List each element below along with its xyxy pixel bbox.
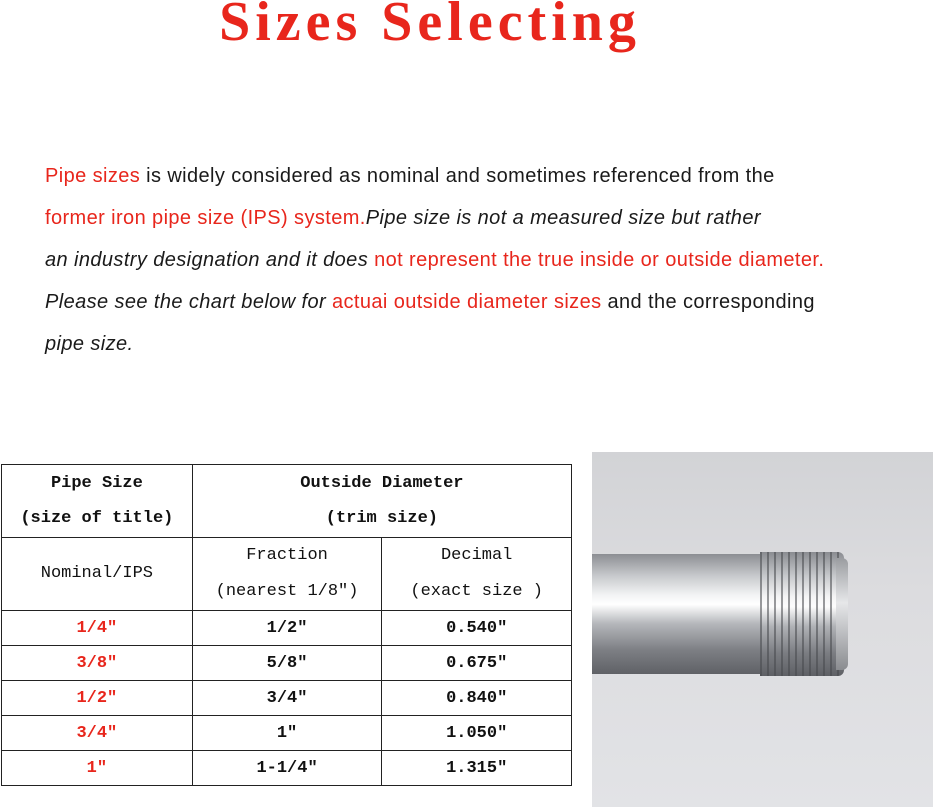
cell-fraction: 3/4″ bbox=[192, 681, 382, 716]
header-pipe-size-sub: (size of title) bbox=[20, 509, 174, 528]
cell-decimal: 0.675″ bbox=[382, 646, 572, 681]
table-row bbox=[2, 751, 572, 786]
cell-fraction: 1-1/4″ bbox=[192, 751, 382, 786]
table-body bbox=[2, 611, 572, 786]
cell-nominal: 1/4″ bbox=[2, 611, 193, 646]
cell-fraction: 1/2″ bbox=[192, 611, 382, 646]
paragraph-segment: Pipe size is not a measured size but rather bbox=[365, 207, 761, 229]
paragraph-line-5 bbox=[45, 323, 905, 365]
paragraph-line-1 bbox=[45, 155, 905, 197]
table-row bbox=[2, 681, 572, 716]
paragraph-line-2 bbox=[45, 197, 905, 239]
cell-decimal: 0.540″ bbox=[382, 611, 572, 646]
paragraph-segment: Please see the chart below for bbox=[45, 291, 332, 313]
subheader-decimal-sub: (exact size ) bbox=[410, 582, 543, 601]
pipe-thread bbox=[760, 552, 844, 676]
cell-nominal: 1″ bbox=[2, 751, 193, 786]
header-outside-diameter-sub: (trim size) bbox=[325, 509, 438, 528]
table-subheader-row bbox=[2, 538, 572, 611]
subheader-nominal: Nominal/IPS bbox=[2, 538, 193, 611]
cell-nominal: 3/4″ bbox=[2, 716, 193, 751]
paragraph-segment: pipe size. bbox=[45, 333, 134, 355]
pipe-size-table bbox=[1, 464, 572, 786]
paragraph-segment: is widely considered as nominal and sometimes referenced from the bbox=[140, 165, 775, 187]
table-header-row bbox=[2, 465, 572, 538]
header-pipe-size-label: Pipe Size bbox=[50, 474, 143, 493]
subheader-fraction bbox=[192, 538, 382, 611]
description-paragraph bbox=[45, 155, 905, 365]
subheader-fraction-label: Fraction bbox=[246, 546, 328, 565]
cell-fraction: 5/8″ bbox=[192, 646, 382, 681]
cell-decimal: 0.840″ bbox=[382, 681, 572, 716]
cell-nominal: 1/2″ bbox=[2, 681, 193, 716]
paragraph-segment: not represent the true inside or outside diameter. bbox=[374, 249, 825, 271]
paragraph-segment: an industry designation and it does bbox=[45, 249, 375, 271]
cell-fraction: 1″ bbox=[192, 716, 382, 751]
table-row bbox=[2, 646, 572, 681]
paragraph-segment: actuai outside diameter sizes bbox=[332, 291, 602, 313]
subheader-fraction-sub: (nearest 1/8″) bbox=[215, 582, 359, 601]
paragraph-line-3 bbox=[45, 239, 905, 281]
table-row bbox=[2, 716, 572, 751]
table-row bbox=[2, 611, 572, 646]
paragraph-line-4 bbox=[45, 281, 905, 323]
page-title: Sizes Selecting bbox=[219, 0, 641, 53]
subheader-decimal bbox=[382, 538, 572, 611]
subheader-decimal-label: Decimal bbox=[440, 546, 513, 565]
threaded-pipe-nipple-photo bbox=[592, 452, 933, 807]
paragraph-segment: former iron pipe size (IPS) system. bbox=[45, 207, 366, 229]
header-outside-diameter bbox=[192, 465, 571, 538]
header-pipe-size bbox=[2, 465, 193, 538]
paragraph-segment: and the corresponding bbox=[601, 291, 815, 313]
paragraph-segment: Pipe sizes bbox=[45, 165, 141, 187]
cell-nominal: 3/8″ bbox=[2, 646, 193, 681]
pipe-end bbox=[836, 558, 848, 670]
header-outside-diameter-label: Outside Diameter bbox=[300, 474, 464, 493]
cell-decimal: 1.050″ bbox=[382, 716, 572, 751]
cell-decimal: 1.315″ bbox=[382, 751, 572, 786]
